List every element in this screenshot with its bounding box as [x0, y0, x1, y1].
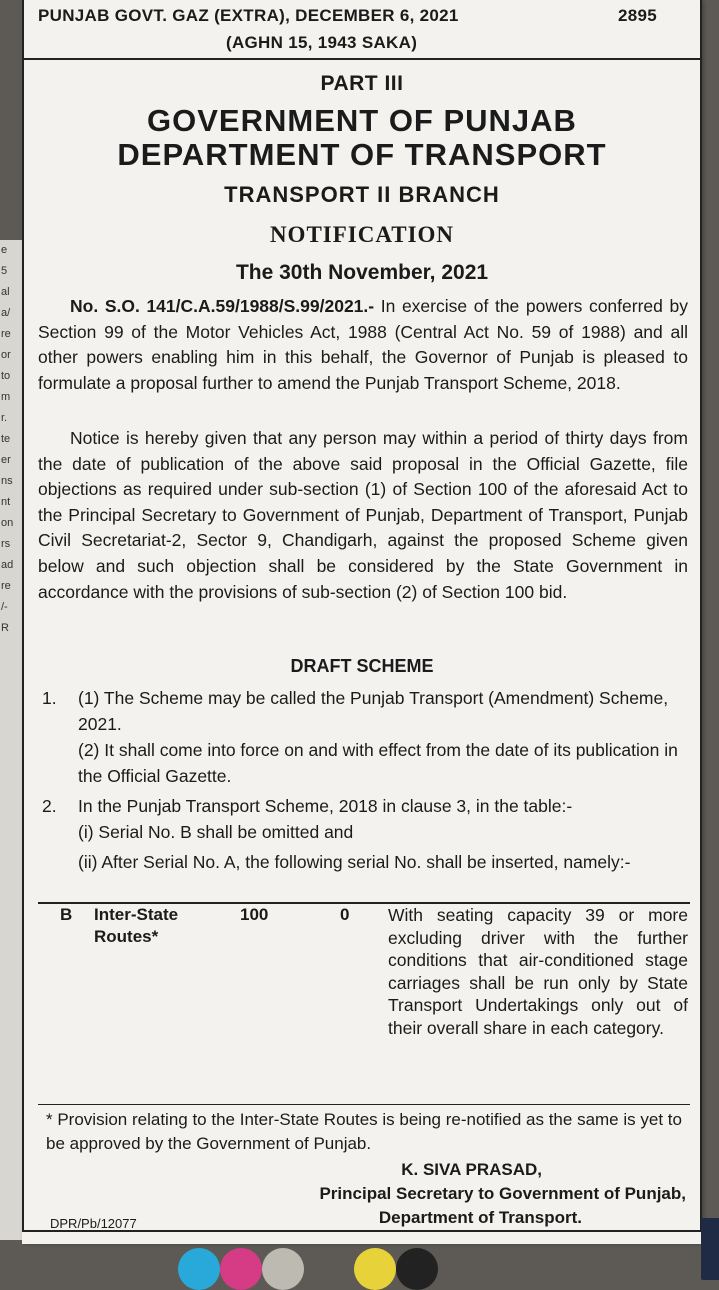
gazette-page	[22, 0, 702, 1244]
pen-object	[701, 1218, 719, 1280]
clause-1-sub-1: (1) The Scheme may be called the Punjab Transport (Amendment) Scheme, 2021.	[78, 688, 669, 734]
registration-mark-yellow	[354, 1248, 396, 1290]
adjacent-page-edge: e 5 al a/ re or to m r. te er ns nt on rs ad re /- R	[0, 240, 22, 1240]
clause-2-number: 2.	[42, 796, 57, 816]
notification-heading: NOTIFICATION	[269, 222, 455, 247]
paragraph-preamble	[38, 294, 688, 396]
part-heading: PART III	[320, 72, 404, 95]
registration-mark-black	[396, 1248, 438, 1290]
registration-mark-cyan	[178, 1248, 220, 1290]
running-head-title: PUNJAB GOVT. GAZ (EXTRA), DECEMBER 6, 2021	[38, 6, 459, 25]
registration-mark-grey	[262, 1248, 304, 1290]
draft-scheme-heading: DRAFT SCHEME	[290, 656, 434, 676]
clause-1-sub-2: (2) It shall come into force on and with effect from the date of its publication in the Official Gazette.	[78, 740, 678, 786]
page-number: 2895	[618, 6, 658, 25]
paragraph-notice: Notice is hereby given that any person may within a period of thirty days from the date of publication of the above said proposal in the Official Gazette, file objections as required under sub-section (1) of Section 100 of the aforesaid Act to the Principal Secretary to Government of Punjab, Department of Transport, Punjab Civil Secretariat-2, Sector 9, Chandigarh, against the proposed Scheme given below and such objection shall be considered by the State Government in accordance with the provisions of sub-section (2) of Section 100 bid.	[38, 428, 688, 602]
running-head	[38, 6, 658, 52]
notification-reference: No. S.O. 141/C.A.59/1988/S.99/2021.-	[70, 296, 375, 316]
dpr-code: DPR/Pb/12077	[50, 1216, 137, 1231]
saka-date: (AGHN 15, 1943 SAKA)	[226, 33, 418, 52]
notification-date: The 30th November, 2021	[235, 261, 489, 284]
header-rule	[22, 58, 702, 60]
signatory-designation: Principal Secretary to Government of Punjab,	[319, 1184, 686, 1203]
table-bottom-rule	[38, 1104, 690, 1105]
table-serial: B	[60, 905, 73, 924]
clause-2-text: In the Punjab Transport Scheme, 2018 in clause 3, in the table:-	[78, 796, 573, 816]
footnote: * Provision relating to the Inter-State Routes is being re-notified as the same is yet to be approved by the Government of Punjab.	[46, 1110, 682, 1153]
registration-mark-magenta	[220, 1248, 262, 1290]
table-value-a: 100	[240, 905, 269, 924]
signatory-department: Department of Transport.	[378, 1208, 582, 1227]
government-heading: GOVERNMENT OF PUNJAB	[147, 103, 577, 138]
clause-1-number: 1.	[42, 688, 57, 708]
clause-2-sub-1: (i) Serial No. B shall be omitted and	[78, 822, 354, 842]
department-heading: DEPARTMENT OF TRANSPORT	[117, 137, 607, 172]
table-route: Inter-State Routes*	[94, 905, 179, 946]
branch-heading: TRANSPORT II BRANCH	[224, 182, 500, 207]
signatory-name: K. SIVA PRASAD,	[401, 1160, 542, 1179]
table-condition: With seating capacity 39 or more excluding driver with the further conditions that air-conditioned stage carriages shall be run only by State Transport Undertakings only out of their overall share in each category.	[388, 905, 688, 1038]
preamble-text: In exercise of the powers conferred by Section 99 of the Motor Vehicles Act, 1988 (Central Act No. 59 of 1988) and all other powers enabling him in this behalf, the Governor of Punjab is pleased to formulate a proposal further to amend the Punjab Transport Scheme, 2018.	[38, 296, 688, 393]
table-value-b: 0	[340, 905, 350, 924]
clause-2-sub-2: (ii) After Serial No. A, the following serial No. shall be inserted, namely:-	[78, 852, 631, 872]
